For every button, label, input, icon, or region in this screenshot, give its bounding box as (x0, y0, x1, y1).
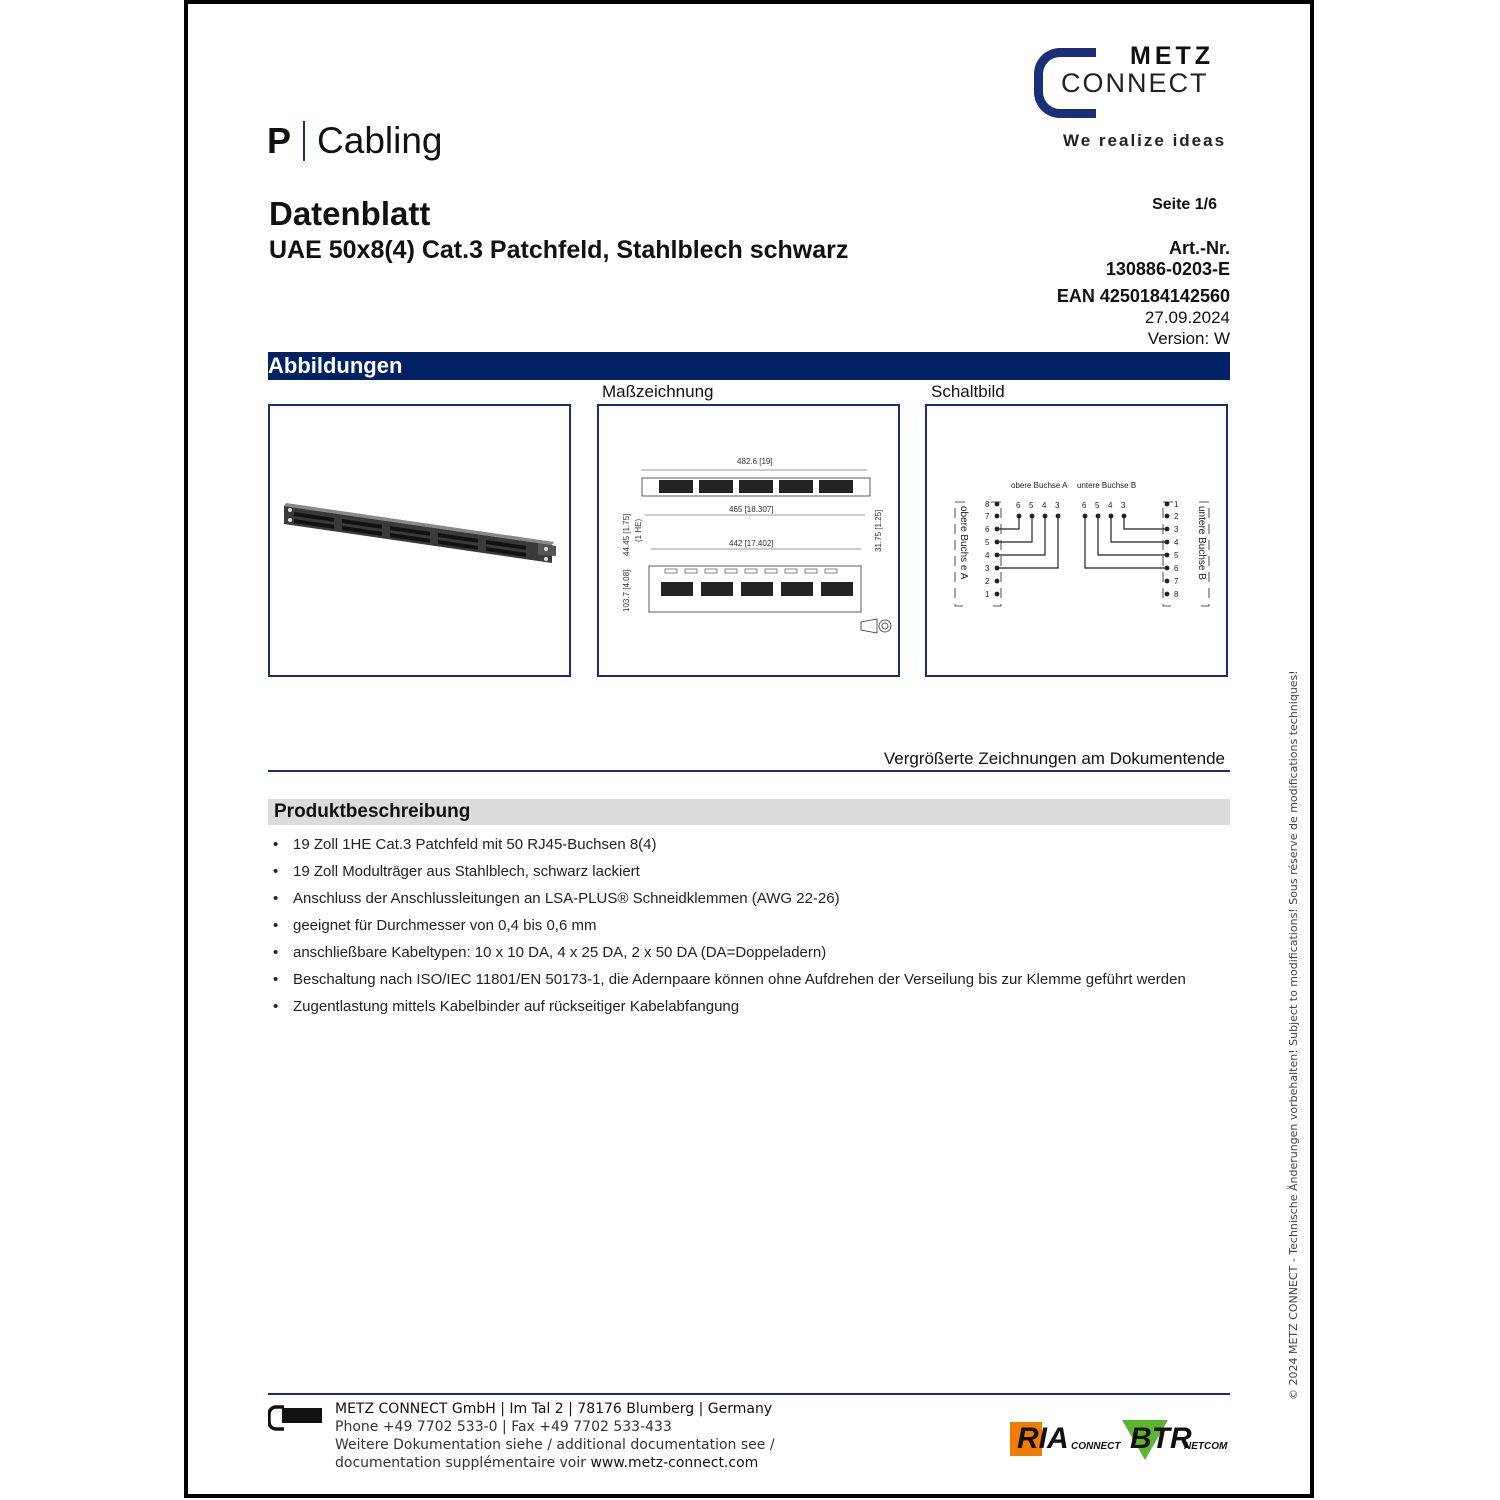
ean-number: EAN 4250184142560 (1056, 286, 1230, 306)
schematic-label-b: untere Buchse B (1077, 481, 1137, 490)
doc-date: 27.09.2024 (1144, 308, 1230, 327)
logo-connect-text: CONNECT (1061, 68, 1209, 98)
svg-text:3: 3 (1174, 525, 1179, 534)
footer-company: METZ CONNECT GmbH | Im Tal 2 | 78176 Blumberg | Germany (335, 1401, 773, 1417)
footer-phone: Phone +49 7702 533-0 | Fax +49 7702 533-433 (335, 1419, 672, 1435)
svg-text:6: 6 (1174, 564, 1179, 573)
svg-text:4: 4 (1042, 501, 1047, 510)
list-item: • Beschaltung nach ISO/IEC 11801/EN 50173-1, die Adernpaare können ohne Aufdrehen der Verseilung bis zur Klemme geführt werden (273, 971, 1186, 988)
section-illustrations-title: Abbildungen (268, 353, 403, 378)
footer-docs-line: Weitere Dokumentation siehe / additional documentation see / (335, 1437, 775, 1453)
dimension-drawing-icon (599, 406, 898, 675)
dim-height: 44.45 [1.75] (622, 513, 631, 556)
list-item: • Zugentlastung mittels Kabelbinder auf rückseitiger Kabelabfangung (273, 998, 740, 1015)
schematic-side-label-a: obere Buchs e A (958, 506, 969, 580)
page-title: Datenblatt (269, 195, 431, 232)
footer-contact (335, 1400, 775, 1472)
schematic-frame (925, 404, 1228, 677)
svg-text:3: 3 (1121, 501, 1126, 510)
svg-text:3: 3 (985, 564, 990, 573)
art-label: Art.-Nr. (1168, 238, 1230, 258)
enlarged-drawings-note: Vergrößerte Zeichnungen am Dokumentende (883, 749, 1225, 768)
svg-text:7: 7 (1174, 577, 1179, 586)
category-label (267, 120, 443, 162)
metz-connect-small-logo-icon (268, 1405, 322, 1431)
logo-metz-text: METZ (1130, 42, 1215, 70)
svg-text:6: 6 (1016, 501, 1021, 510)
ria-logo-text: RIA (1017, 1422, 1069, 1455)
svg-text:2: 2 (985, 577, 990, 586)
description-list (270, 834, 1186, 1023)
art-number: 130886-0203-E (1105, 259, 1230, 279)
svg-text:5: 5 (1029, 501, 1034, 510)
svg-text:5: 5 (985, 538, 990, 547)
svg-text:1: 1 (985, 590, 990, 599)
svg-text:8: 8 (1174, 590, 1179, 599)
dim-depth: 103.7 [4.08] (622, 569, 631, 612)
svg-text:1: 1 (1174, 500, 1179, 509)
copyright-notice: © 2024 METZ CONNECT - Technische Änderungen vorbehalten! Subject to modifications! Sous réserve de modifications techniques! (1287, 670, 1300, 1400)
patch-panel-photo-icon (270, 406, 569, 675)
dim-overall: 482.6 [19] (737, 457, 773, 466)
footer-divider (268, 1393, 1230, 1395)
btr-logo-sub: NETCOM (1184, 1441, 1228, 1452)
brand-tagline: We realize ideas (1063, 131, 1227, 150)
category-name: Cabling (317, 120, 443, 161)
btr-logo-text: BTR (1130, 1422, 1192, 1455)
list-item: • anschließbare Kabeltypen: 10 x 10 DA, 4 x 25 DA, 2 x 50 DA (DA=Doppeladern) (273, 944, 827, 961)
dim-he: (1 HE) (634, 518, 643, 542)
page-number: Seite 1/6 (1152, 196, 1217, 213)
svg-text:4: 4 (1108, 501, 1113, 510)
svg-text:4: 4 (1174, 538, 1179, 547)
footer-docs-prefix: documentation supplémentaire voir (335, 1455, 591, 1471)
ria-logo-sub: CONNECT (1071, 1441, 1121, 1452)
svg-text:5: 5 (1174, 551, 1179, 560)
svg-text:7: 7 (985, 512, 990, 521)
caption-schematic: Schaltbild (931, 382, 1005, 401)
footer-website-link[interactable]: www.metz-connect.com (590, 1455, 759, 1471)
list-item: • geeignet für Durchmesser von 0,4 bis 0,6 mm (273, 917, 597, 934)
schematic-side-label-b: untere Buchse B (1196, 506, 1207, 580)
section-description-header (268, 799, 1230, 825)
caption-dimension-drawing: Maßzeichnung (602, 382, 714, 401)
category-letter: P (267, 120, 292, 161)
schematic-label-a: obere Buchse A (1011, 481, 1068, 490)
list-item: • Anschluss der Anschlussleitungen an LSA-PLUS® Schneidklemmen (AWG 22-26) (273, 890, 840, 907)
dim-inner: 442 [17.402] (729, 539, 774, 548)
dim-hole: 31.75 [1.25] (874, 509, 883, 552)
svg-text:6: 6 (985, 525, 990, 534)
svg-text:2: 2 (1174, 512, 1179, 521)
section-divider (268, 770, 1230, 772)
dim-mounting: 465 [18.307] (729, 505, 774, 514)
section-illustrations-header (268, 352, 1230, 380)
svg-text:6: 6 (1082, 501, 1087, 510)
list-item: • 19 Zoll 1HE Cat.3 Patchfeld mit 50 RJ45-Buchsen 8(4) (273, 836, 657, 853)
svg-text:4: 4 (985, 551, 990, 560)
category-divider (303, 121, 305, 161)
svg-text:3: 3 (1055, 501, 1060, 510)
product-photo-frame (268, 404, 571, 677)
dimension-drawing-frame (597, 404, 900, 677)
list-item: • 19 Zoll Modulträger aus Stahlblech, schwarz lackiert (273, 863, 640, 880)
wiring-schematic-icon (927, 406, 1226, 675)
doc-version: Version: W (1147, 329, 1230, 348)
section-description-title: Produktbeschreibung (274, 801, 471, 822)
product-subtitle: UAE 50x8(4) Cat.3 Patchfeld, Stahlblech schwarz (269, 236, 849, 264)
svg-text:5: 5 (1095, 501, 1100, 510)
svg-text:8: 8 (985, 500, 990, 509)
